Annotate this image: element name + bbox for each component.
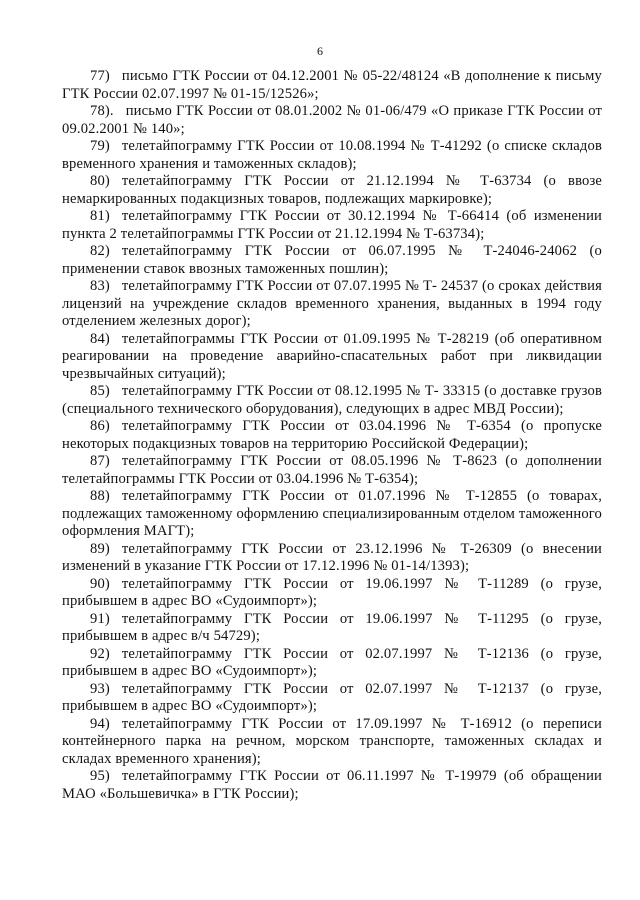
item-number: 87)	[90, 453, 110, 469]
item-text: телетайпограмму ГТК России от 19.06.1997 № Т-11289 (о грузе, прибывшем в адрес ВО «Судоимпорт»);	[62, 575, 602, 609]
item-text: телетайпограмму ГТК России от 23.12.1996 № Т-26309 (о внесении изменений в указание ГТК России от 17.12.1996 № 01-14/1393);	[62, 540, 602, 574]
item-number: 86)	[90, 418, 110, 434]
item-number: 78).	[90, 103, 114, 119]
list-item	[62, 103, 602, 138]
list-item	[62, 488, 602, 541]
item-number: 84)	[90, 330, 110, 347]
item-text: телетайпограмму ГТК России от 08.12.1995 № Т- 33315 (о доставке грузов (специального технического оборудования), следующих в адрес МВД России);	[62, 383, 602, 417]
item-text: телетайпограмму ГТК России от 30.12.1994 № Т-66414 (об изменении пункта 2 телетайпограммы ГТК России от 21.12.1994 № Т-63734);	[62, 208, 602, 242]
item-number: 95)	[90, 768, 110, 784]
list-item	[62, 243, 602, 278]
item-text: телетайпограмму ГТК России от 17.09.1997 № Т-16912 (о переписи контейнерного парка на речном, морском транспорте, таможенных складах и складах временного хранения);	[62, 715, 602, 767]
item-number: 89)	[90, 540, 110, 557]
item-text: телетайпограмму ГТК России от 10.08.1994 № Т-41292 (о списке складов временного хранения и таможенных складов);	[62, 138, 602, 172]
page-number: 6	[317, 44, 323, 58]
list-item	[62, 383, 602, 418]
item-number: 80)	[90, 173, 110, 189]
item-text: телетайпограмму ГТК России от 06.11.1997 № Т-19979 (об обращении МАО «Большевичка» в ГТК России);	[62, 768, 602, 802]
item-text: телетайпограмму ГТК России от 02.07.1997 № Т-12136 (о грузе, прибывшем в адрес ВО «Судоимпорт»);	[62, 645, 602, 679]
item-number: 94)	[90, 715, 110, 732]
document-list	[62, 68, 602, 803]
list-item	[62, 681, 602, 716]
item-text: телетайпограмму ГТК России от 21.12.1994 № Т-63734 (о ввозе немаркированных подакцизных товаров, подлежащих маркировке);	[62, 173, 602, 207]
list-item	[62, 331, 602, 384]
list-item	[62, 173, 602, 208]
item-number: 81)	[90, 208, 110, 224]
item-text: телетайпограмму ГТК России от 02.07.1997 № Т-12137 (о грузе, прибывшем в адрес ВО «Судоимпорт»);	[62, 680, 602, 714]
list-item	[62, 68, 602, 103]
item-number: 79)	[90, 138, 110, 154]
item-number: 93)	[90, 680, 110, 697]
list-item	[62, 453, 602, 488]
list-item	[62, 541, 602, 576]
item-text: письмо ГТК России от 08.01.2002 № 01-06/479 «О приказе ГТК России от 09.02.2001 № 140»;	[62, 103, 602, 137]
list-item	[62, 611, 602, 646]
list-item	[62, 646, 602, 681]
item-text: телетайпограммы ГТК России от 01.09.1995 № Т-28219 (об оперативном реагировании на проведение аварийно-спасательных работ при ликвидации чрезвычайных ситуаций);	[62, 330, 602, 382]
list-item	[62, 138, 602, 173]
item-number: 92)	[90, 645, 110, 662]
item-number: 91)	[90, 610, 110, 627]
item-text: телетайпограмму ГТК России от 06.07.1995 № Т-24046-24062 (о применении ставок ввозных таможенных пошлин);	[62, 243, 602, 277]
item-text: телетайпограмму ГТК России от 07.07.1995 № Т- 24537 (о сроках действия лицензий на учреждение складов временного хранения, выданных в 1994 году отделением железных дорог);	[62, 278, 602, 329]
list-item	[62, 768, 602, 803]
item-number: 90)	[90, 575, 110, 592]
item-number: 88)	[90, 488, 110, 504]
item-number: 85)	[90, 383, 110, 399]
list-item	[62, 418, 602, 453]
item-number: 82)	[90, 243, 110, 259]
item-text: телетайпограмму ГТК России от 08.05.1996 № Т-8623 (о дополнении телетайпограммы ГТК России от 03.04.1996 № Т-6354);	[62, 453, 602, 487]
list-item	[62, 208, 602, 243]
item-number: 77)	[90, 68, 110, 84]
list-item	[62, 278, 602, 331]
item-text: телетайпограмму ГТК России от 19.06.1997 № Т-11295 (о грузе, прибывшем в адрес в/ч 54729);	[62, 610, 602, 644]
list-item	[62, 716, 602, 769]
item-text: письмо ГТК России от 04.12.2001 № 05-22/48124 «В дополнение к письму ГТК России 02.07.1997 № 01-15/12526»;	[62, 68, 602, 102]
list-item	[62, 576, 602, 611]
item-number: 83)	[90, 278, 110, 294]
item-text: телетайпограмму ГТК России от 03.04.1996 № Т-6354 (о пропуске некоторых подакцизных товаров на территорию Российской Федерации);	[62, 418, 602, 452]
item-text: телетайпограмму ГТК России от 01.07.1996 № Т-12855 (о товарах, подлежащих таможенному оформлению специализированным отделом таможенного оформления МАГТ);	[62, 488, 602, 539]
